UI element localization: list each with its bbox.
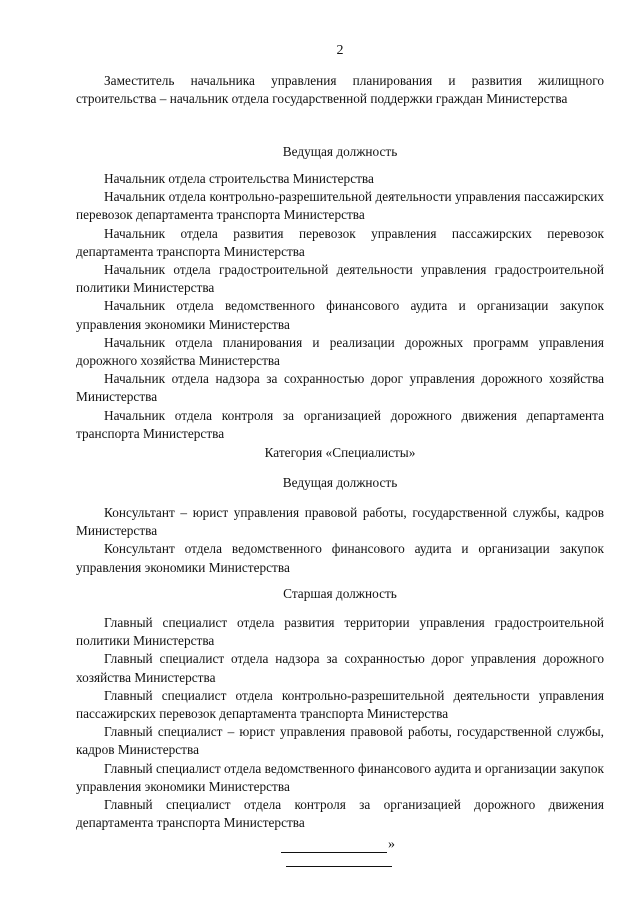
list-item: Главный специалист отдела ведомственного финансового аудита и организации закупок управления экономики Министерства xyxy=(76,760,604,794)
category-heading-block xyxy=(76,444,604,462)
section3-list xyxy=(76,614,604,832)
section2-list xyxy=(76,504,604,577)
section3-heading-block xyxy=(76,585,604,603)
section1-heading-block xyxy=(76,143,604,161)
list-item: Начальник отдела развития перевозок управления пассажирских перевозок департамента транспорта Министерства xyxy=(76,225,604,259)
list-item: Начальник отдела контроля за организацией дорожного движения департамента транспорта Министерства xyxy=(76,407,604,441)
intro-block xyxy=(76,72,604,108)
section1-list xyxy=(76,170,604,443)
category-heading: Категория «Специалисты» xyxy=(264,445,416,460)
intro-paragraph: Заместитель начальника управления планирования и развития жилищного строительства – начальник отдела государственной поддержки граждан Министерства xyxy=(76,73,604,107)
list-item: Главный специалист отдела контроля за организацией дорожного движения департамента транспорта Министерства xyxy=(76,797,604,831)
list-item: Начальник отдела строительства Министерства xyxy=(104,171,374,186)
section-heading-leading-position: Ведущая должность xyxy=(282,144,398,159)
list-item: Начальник отдела надзора за сохранностью дорог управления дорожного хозяйства Министерства xyxy=(76,371,604,405)
list-item: Начальник отдела градостроительной деятельности управления градостроительной политики Министерства xyxy=(76,262,604,296)
list-item: Начальник отдела контрольно-разрешительной деятельности управления пассажирских перевозок департамента транспорта Министерства xyxy=(76,189,604,223)
closing-quote: » xyxy=(388,837,395,852)
section-heading-senior-position: Старшая должность xyxy=(283,586,397,601)
list-item: Консультант – юрист управления правовой работы, государственной службы, кадров Министерства xyxy=(76,505,604,539)
list-item: Консультант отдела ведомственного финансового аудита и организации закупок управления экономики Министерства xyxy=(76,541,604,575)
page-number: 2 xyxy=(336,43,344,58)
list-item: Начальник отдела планирования и реализации дорожных программ управления дорожного хозяйства Министерства xyxy=(76,334,604,369)
closing-underline-1 xyxy=(281,852,387,853)
list-item: Главный специалист отдела надзора за сохранностью дорог управления дорожного хозяйства Министерства xyxy=(76,651,604,685)
section-heading-leading-position: Ведущая должность xyxy=(282,475,398,490)
list-item: Главный специалист – юрист управления правовой работы, государственной службы, кадров Министерства xyxy=(76,724,604,758)
list-item: Главный специалист отдела развития территории управления градостроительной политики Министерства xyxy=(76,615,604,649)
list-item: Главный специалист отдела контрольно-разрешительной деятельности управления пассажирских перевозок департамента транспорта Министерства xyxy=(76,687,604,722)
list-item: Начальник отдела ведомственного финансового аудита и организации закупок управления экономики Министерства xyxy=(76,298,604,332)
section2-heading-block xyxy=(76,474,604,492)
closing-underline-2 xyxy=(286,866,392,867)
